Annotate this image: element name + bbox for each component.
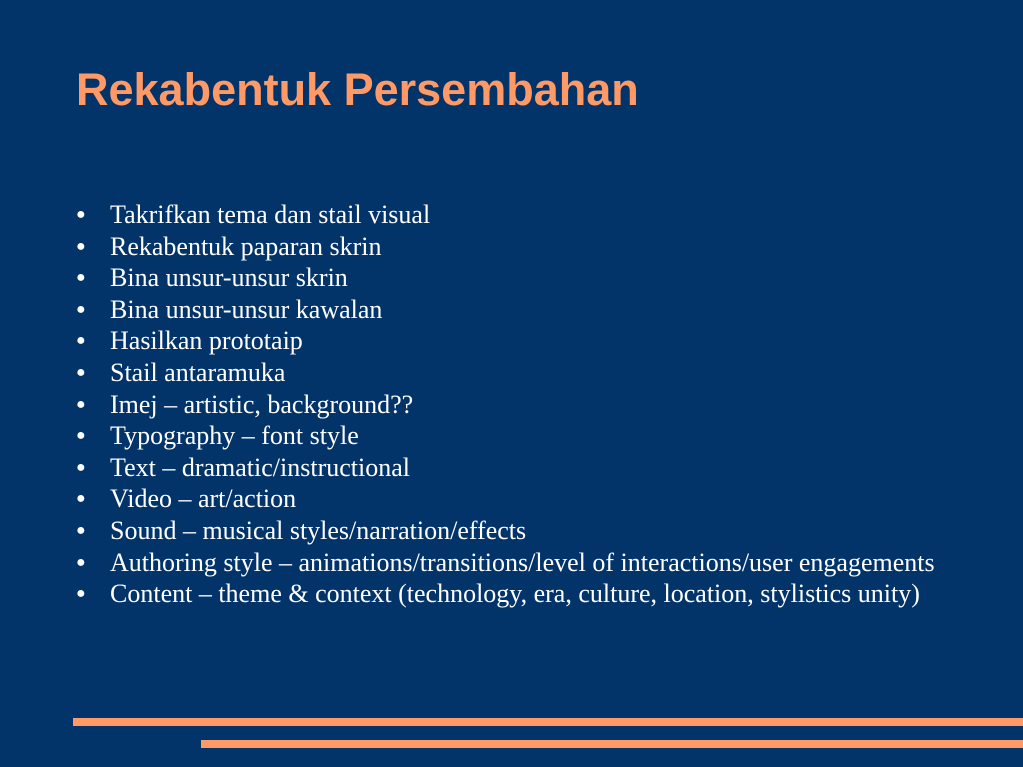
bullet-item [76,515,956,547]
bullet-item [76,578,956,610]
accent-bar-top [73,718,1023,726]
bullet-item [76,357,956,389]
slide-title: Rekabentuk Persembahan [76,64,639,115]
bullet-item [76,483,956,515]
bullet-item [76,199,956,231]
bullet-text: Hasilkan prototaip [110,326,303,356]
bullet-list [76,199,956,610]
bullet-icon: ● [76,300,86,318]
bullet-icon: ● [76,395,86,413]
bullet-icon: ● [76,206,86,223]
accent-bar-bottom [201,740,1023,748]
bullet-icon: ● [76,458,86,476]
bullet-text: Stail antaramuka [110,357,286,387]
bullet-text: Rekabentuk paparan skrin [110,231,382,261]
bullet-text: Takrifkan tema dan stail visual [110,200,431,229]
bullet-text: Sound – musical styles/narration/effects [110,515,527,545]
bullet-text: Imej – artistic, background?? [110,389,414,419]
bullet-text: Text – dramatic/instructional [110,452,410,482]
bullet-item [76,231,956,263]
bullet-icon: ● [76,490,86,508]
bullet-icon: ● [76,363,86,381]
bullet-item [76,452,956,484]
bullet-item [76,294,956,326]
bullet-item [76,547,956,579]
bullet-icon: ● [76,237,86,255]
bullet-icon: ● [76,427,86,445]
bullet-text: Content – theme & context (technology, era, culture, location, stylistics unity) [110,579,920,609]
bullet-item [76,420,956,452]
bullet-item [76,325,956,357]
bullet-icon: ● [76,553,86,571]
bullet-icon: ● [76,585,86,603]
bullet-text: Bina unsur-unsur skrin [110,263,348,293]
bullet-text: Bina unsur-unsur kawalan [110,294,383,324]
bullet-text: Typography – font style [110,421,359,451]
bullet-icon: ● [76,269,86,287]
bullet-text: Video – art/action [110,484,297,514]
bullet-item [76,389,956,421]
bullet-icon: ● [76,332,86,350]
bullet-icon: ● [76,521,86,539]
bullet-item [76,262,956,294]
bullet-text: Authoring style – animations/transitions/level of interactions/user engagements [110,547,935,577]
